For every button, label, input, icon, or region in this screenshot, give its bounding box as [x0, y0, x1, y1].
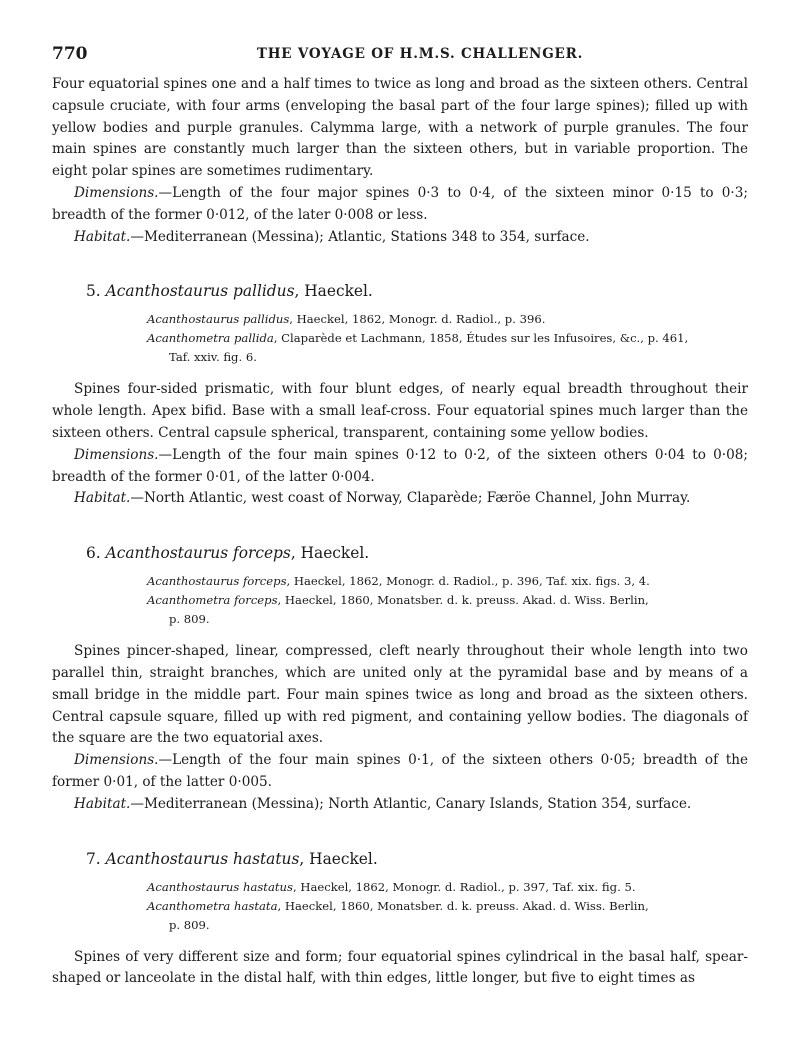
species-number: 5.	[86, 282, 101, 301]
species-heading	[52, 282, 748, 300]
species-author: , Haeckel.	[294, 282, 373, 301]
habitat-text: —Mediterranean (Messina); North Atlantic, Canary Islands, Station 354, surface.	[130, 795, 692, 812]
running-title: THE VOYAGE OF H.M.S. CHALLENGER.	[256, 46, 584, 62]
habitat-paragraph	[52, 794, 748, 816]
habitat-label: Habitat.	[74, 228, 131, 245]
dimensions-text: —Length of the four major spines 0·3 to 0·4, of the sixteen minor 0·15 to 0·3; breadth of the former 0·012, of the later 0·008 or less.	[52, 184, 748, 223]
habitat-label: Habitat.	[74, 795, 131, 812]
species-author: , Haeckel.	[290, 544, 370, 563]
dimensions-paragraph	[52, 750, 748, 794]
synonym-name: Acanthometra hastata	[147, 898, 278, 913]
species-heading	[52, 850, 748, 868]
dimensions-text: —Length of the four main spines 0·12 to 0·2, of the sixteen others 0·04 to 0·08; breadth of the former 0·01, of the latter 0·004.	[52, 446, 748, 485]
synonym-name: Acanthostaurus pallidus	[147, 312, 290, 327]
synonym-reference-continued: p. 809.	[169, 612, 210, 627]
synonym-entry	[52, 878, 748, 897]
description-paragraph: Spines four-sided prismatic, with four blunt edges, of nearly equal breadth throughout their whole length. Apex bifid. Base with a small leaf-cross. Four equatorial spines much larger than the sixteen others. Central capsule spherical, transparent, containing some yellow bodies.	[52, 381, 748, 441]
description-paragraph: Four equatorial spines one and a half times to twice as long and broad as the sixteen others. Central capsule cruciate, with four arms (enveloping the basal part of the four large spines); filled up with yellow bodies and purple granules. Calymma large, with a network of purple granules. The four main spines are constantly much larger than the sixteen others, but in variable proportion. The eight polar spines are sometimes rudimentary.	[52, 76, 748, 180]
synonym-entry	[52, 329, 748, 367]
species-name: Acanthostaurus hastatus	[105, 849, 300, 868]
habitat-text: —North Atlantic, west coast of Norway, Claparède; Færöe Channel, John Murray.	[130, 490, 691, 507]
description-paragraph: Spines pincer-shaped, linear, compressed, cleft nearly throughout their whole length into two parallel thin, straight branches, which are united only at the pyramidal base and by means of a small bridge in the middle part. Four main spines twice as long and broad as the sixteen others. Central capsule square, filled up with red pigment, and containing yellow bodies. The diagonals of the square are the two equatorial axes.	[52, 643, 748, 747]
synonymy-block	[52, 310, 748, 367]
dimensions-label: Dimensions.	[74, 446, 159, 463]
synonym-name: Acanthostaurus forceps	[147, 574, 287, 589]
species-continuation	[52, 74, 748, 248]
species-entry-7	[52, 850, 748, 991]
species-heading	[52, 544, 748, 562]
species-entry-6	[52, 544, 748, 815]
document-page	[52, 44, 748, 990]
synonymy-block	[52, 878, 748, 935]
synonym-name: Acanthometra pallida	[147, 331, 274, 346]
dimensions-label: Dimensions.	[74, 752, 159, 769]
habitat-paragraph	[52, 227, 748, 249]
dimensions-paragraph	[52, 445, 748, 489]
synonym-name: Acanthometra forceps	[147, 593, 278, 608]
page-number: 770	[52, 44, 88, 64]
synonym-reference-continued: Taf. xxiv. fig. 6.	[169, 350, 257, 365]
habitat-label: Habitat.	[74, 490, 131, 507]
dimensions-text: —Length of the four main spines 0·1, of the sixteen others 0·05; breadth of the former 0·01, of the latter 0·005.	[52, 752, 748, 790]
species-entry-5	[52, 282, 748, 510]
page-header	[52, 44, 748, 74]
habitat-paragraph	[52, 488, 748, 510]
dimensions-label: Dimensions.	[74, 184, 159, 201]
species-number: 7.	[86, 849, 101, 868]
description-paragraph: Spines of very different size and form; four equatorial spines cylindrical in the basal half, spear-shaped or lanceolate in the distal half, with thin edges, little longer, but five to eight times as	[52, 948, 748, 987]
species-name: Acanthostaurus forceps	[105, 544, 291, 563]
synonym-reference: , Haeckel, 1862, Monogr. d. Radiol., p. 396.	[289, 312, 546, 327]
synonym-reference: , Haeckel, 1860, Monatsber. d. k. preuss. Akad. d. Wiss. Berlin,	[277, 898, 649, 913]
species-number: 6.	[86, 544, 101, 563]
synonym-entry	[52, 897, 748, 935]
synonymy-block	[52, 572, 748, 629]
synonym-reference: , Claparède et Lachmann, 1858, Études sur les Infusoires, &c., p. 461,	[273, 331, 689, 346]
synonym-reference: , Haeckel, 1862, Monogr. d. Radiol., p. 397, Taf. xix. fig. 5.	[292, 879, 636, 894]
species-name: Acanthostaurus pallidus	[105, 282, 295, 301]
synonym-reference-continued: p. 809.	[169, 917, 210, 932]
synonym-entry	[52, 310, 748, 329]
species-author: , Haeckel.	[299, 849, 378, 868]
habitat-text: —Mediterranean (Messina); Atlantic, Stations 348 to 354, surface.	[130, 228, 590, 245]
synonym-reference: , Haeckel, 1860, Monatsber. d. k. preuss. Akad. d. Wiss. Berlin,	[277, 593, 649, 608]
dimensions-paragraph	[52, 183, 748, 227]
synonym-name: Acanthostaurus hastatus	[147, 879, 293, 894]
synonym-entry	[52, 591, 748, 629]
synonym-reference: , Haeckel, 1862, Monogr. d. Radiol., p. 396, Taf. xix. figs. 3, 4.	[286, 574, 650, 589]
synonym-entry	[52, 572, 748, 591]
